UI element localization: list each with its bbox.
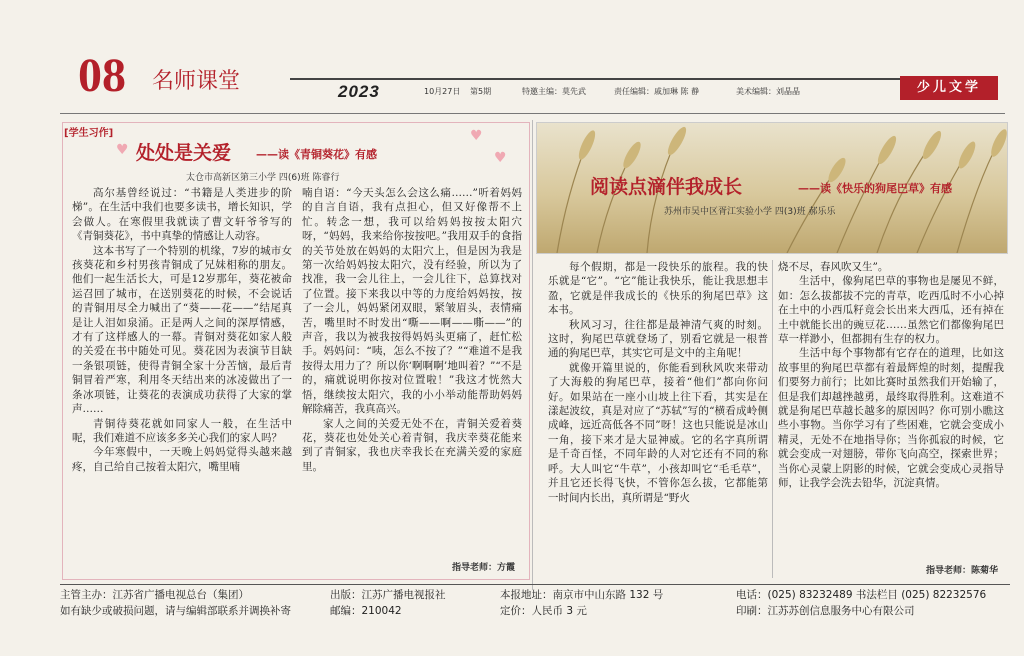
article-2-column-1 bbox=[548, 260, 768, 505]
paragraph: 生活中每个事物都有它存在的道理，比如这故事里的狗尾巴草都有着最辉煌的时刻，提醒我们要努力前行；比如比赛时虽然我们开始输了，但是我们却越挫越勇，最终取得胜利。这难道不就是狗尾巴草越长越多的原因吗？你可别小瞧这些小事物。当你学习有了些困难，它就会变成小精灵，无处不在地指导你；当你孤寂的时候，它就会变成一对翅膀，带你飞向高空，探索世界；当你心灵蒙上阴影的时候，它就会变成心灵指导师，让我学会洗去铅华，沉淀真情。 bbox=[778, 347, 1004, 490]
paragraph: 生活中，像狗尾巴草的事物也是屡见不鲜，如：怎么拔都拔不完的青草，吃西瓜时不小心掉在土中的小西瓜籽竟会长出来大西瓜，还有掉在土中就能长出的豌豆花……虽然它们都像狗尾巴草一样渺小，但都拥有生存的权力。 bbox=[778, 275, 1004, 346]
article-2-byline: 苏州市吴中区胥江实验小学 四(3)班 郝乐乐 bbox=[664, 207, 836, 217]
issue-year: 2023 bbox=[338, 82, 380, 101]
art-editor: 美术编辑：刘晶晶 bbox=[736, 87, 800, 96]
footer-notice: 如有缺少或破损问题，请与编辑部联系并调换补寄 bbox=[60, 605, 291, 617]
footer-sponsor: 主管主办：江苏省广播电视总台（集团） bbox=[60, 589, 249, 601]
footer-row-1 bbox=[60, 587, 1010, 603]
column-divider bbox=[532, 120, 533, 590]
footer-address: 本报地址：南京市中山东路 132 号 bbox=[500, 589, 664, 601]
heart-icon: ♥ bbox=[470, 128, 483, 144]
paragraph: 高尔基曾经说过：“书籍是人类进步的阶梯”。在生活中我们也要多读书，增长知识，学会做人。在寒假里我就读了曹文轩爷爷写的《青铜葵花》，书中真挚的情感让人动容。 bbox=[72, 187, 292, 243]
paragraph: 喃自语：“今天头怎么会这么痛……”听着妈妈的自言自语，我有点担心，但又好像帮不上忙。转念一想，我可以给妈妈按按太阳穴呀，“妈妈，我来给你按按吧。”我用双手的食指的关节处放在妈妈的太阳穴上，但是因为我是第一次给妈妈按太阳穴，没有经验，所以为了找准，我一会儿往上，一会儿往下，总算找对了位置。接下来我以中等的力度给妈妈按，按了一会儿，妈妈紧闭双眼，紧皱眉头，表情痛苦，嘴里时不时发出“嘶——啊——嘶——”的声音，我以为被我按得妈妈头更痛了，赶忙松手。妈妈问：“咦，怎么不按了？”“难道不是我按得太用力了？所以你‘啊啊啊’地叫着？”“不是的，痛就说明你按对位置啦！”我这才恍然大悟，继续按太阳穴，我的小小举动能帮助妈妈解除痛苦，我真高兴。 bbox=[302, 187, 522, 416]
paragraph: 就像开篇里说的，你能看到秋风吹来带动了大海般的狗尾巴草，接着“他们”都向你问好。如果站在一座小山坡上往下看，其实是在漾起波纹，真是对应了“苏轼”写的“横看成岭侧成峰，远近高低各不同”呀！这也只能说是冰山一角，接下来才是大显神威。它的名字真所谓是千奇百怪，不同年龄的人对它还有不同的称呼。大人叫它“牛草”，小孩却叫它“毛毛草”，并且它还长得飞快，不管你怎么拔，它都能第一时间内长出，真所谓是“野火 bbox=[548, 361, 768, 504]
article-1-title: 处处是关爱 bbox=[136, 142, 232, 164]
issue-date: 10月27日 bbox=[424, 87, 461, 96]
issue-number: 第5期 bbox=[470, 87, 492, 96]
footer-publisher: 出版：江苏广播电视报社 bbox=[330, 589, 446, 601]
article-1-byline: 太仓市高新区第三小学 四(6)班 陈睿行 bbox=[186, 173, 340, 183]
footer-row-2 bbox=[60, 603, 1010, 619]
page-number: 08 bbox=[78, 49, 126, 102]
masthead-footer bbox=[60, 584, 1010, 619]
paragraph: 青铜待葵花就如同家人一般，在生活中呢，我们难道不应该多多关心我们的家人吗？ bbox=[72, 417, 292, 444]
header-rule bbox=[60, 113, 1005, 114]
article-2-column-2 bbox=[778, 260, 1004, 491]
heart-icon: ♥ bbox=[494, 150, 507, 166]
brand-badge: 少儿文学 bbox=[900, 76, 998, 100]
footer-phone: 电话：(025) 83232489 书法栏目 (025) 82232576 bbox=[736, 589, 987, 601]
paragraph: 每个假期，都是一段快乐的旅程。我的快乐就是“它”。“它”能让我快乐，能让我思想丰盈，它就是伴我成长的《快乐的狗尾巴草》这本书。 bbox=[548, 261, 768, 317]
article-2-title: 阅读点滴伴我成长 bbox=[590, 176, 743, 198]
column-divider bbox=[772, 260, 773, 578]
paragraph: 家人之间的关爱无处不在，青铜关爱着葵花，葵花也处处关心着青铜，我庆幸葵花能来到了青铜家，我也庆幸我长在充满关爱的家庭里。 bbox=[302, 417, 522, 473]
article-1-teacher: 指导老师：方霞 bbox=[452, 563, 516, 573]
paragraph: 今年寒假中，一天晚上妈妈觉得头越来越疼，自己给自己按着太阳穴，嘴里喃 bbox=[72, 446, 292, 473]
article-2-teacher: 指导老师：陈菊华 bbox=[926, 566, 999, 576]
article-1-subtitle: ——读《青铜葵花》有感 bbox=[256, 148, 377, 161]
article-1-tag: [学生习作] bbox=[64, 128, 114, 139]
footer-price: 定价：人民币 3 元 bbox=[500, 605, 587, 617]
footer-printer: 印刷：江苏苏创信息服务中心有限公司 bbox=[736, 605, 915, 617]
paragraph: 烧不尽，春风吹又生”。 bbox=[778, 261, 889, 273]
footer-postcode: 邮编：210042 bbox=[330, 605, 402, 617]
section-title: 名师课堂 bbox=[152, 69, 241, 94]
responsible-editors: 责任编辑：戚加琳 陈 静 bbox=[614, 87, 700, 96]
chief-editor: 特邀主编：莫先武 bbox=[522, 87, 586, 96]
paragraph: 这本书写了一个特别的机缘，7岁的城市女孩葵花和乡村男孩青铜成了兄妹相称的朋友。他们一起生活长大，可是12岁那年，葵花被命运召回了城市，在送别葵花的时候，不会说话的青铜用尽全力喊出了“葵——花——”结尾真是让人泪如泉涌。正是两人之间的深厚情感，才有了这样感人的一幕。青铜对葵花如家人般的关爱在书中随处可见。葵花因为表演节目缺一条银项链，使得青铜全家十分苦恼，最后青铜冒着严寒，利用冬天结出来的冰凌做出了一条冰项链，让葵花的表演成功获得了大家的掌声…… bbox=[72, 244, 292, 416]
paragraph: 秋风习习，往往都是最神清气爽的时刻。这时，狗尾巴草就登场了，别看它就是一根普通的狗尾巴草，其实它可是文中的主角呢！ bbox=[548, 318, 768, 360]
article-1-column-1 bbox=[72, 186, 292, 474]
article-1-column-2 bbox=[302, 186, 522, 474]
heart-icon: ♥ bbox=[116, 142, 129, 158]
article-2-subtitle: ——读《快乐的狗尾巴草》有感 bbox=[798, 182, 952, 195]
header-divider bbox=[290, 78, 900, 80]
